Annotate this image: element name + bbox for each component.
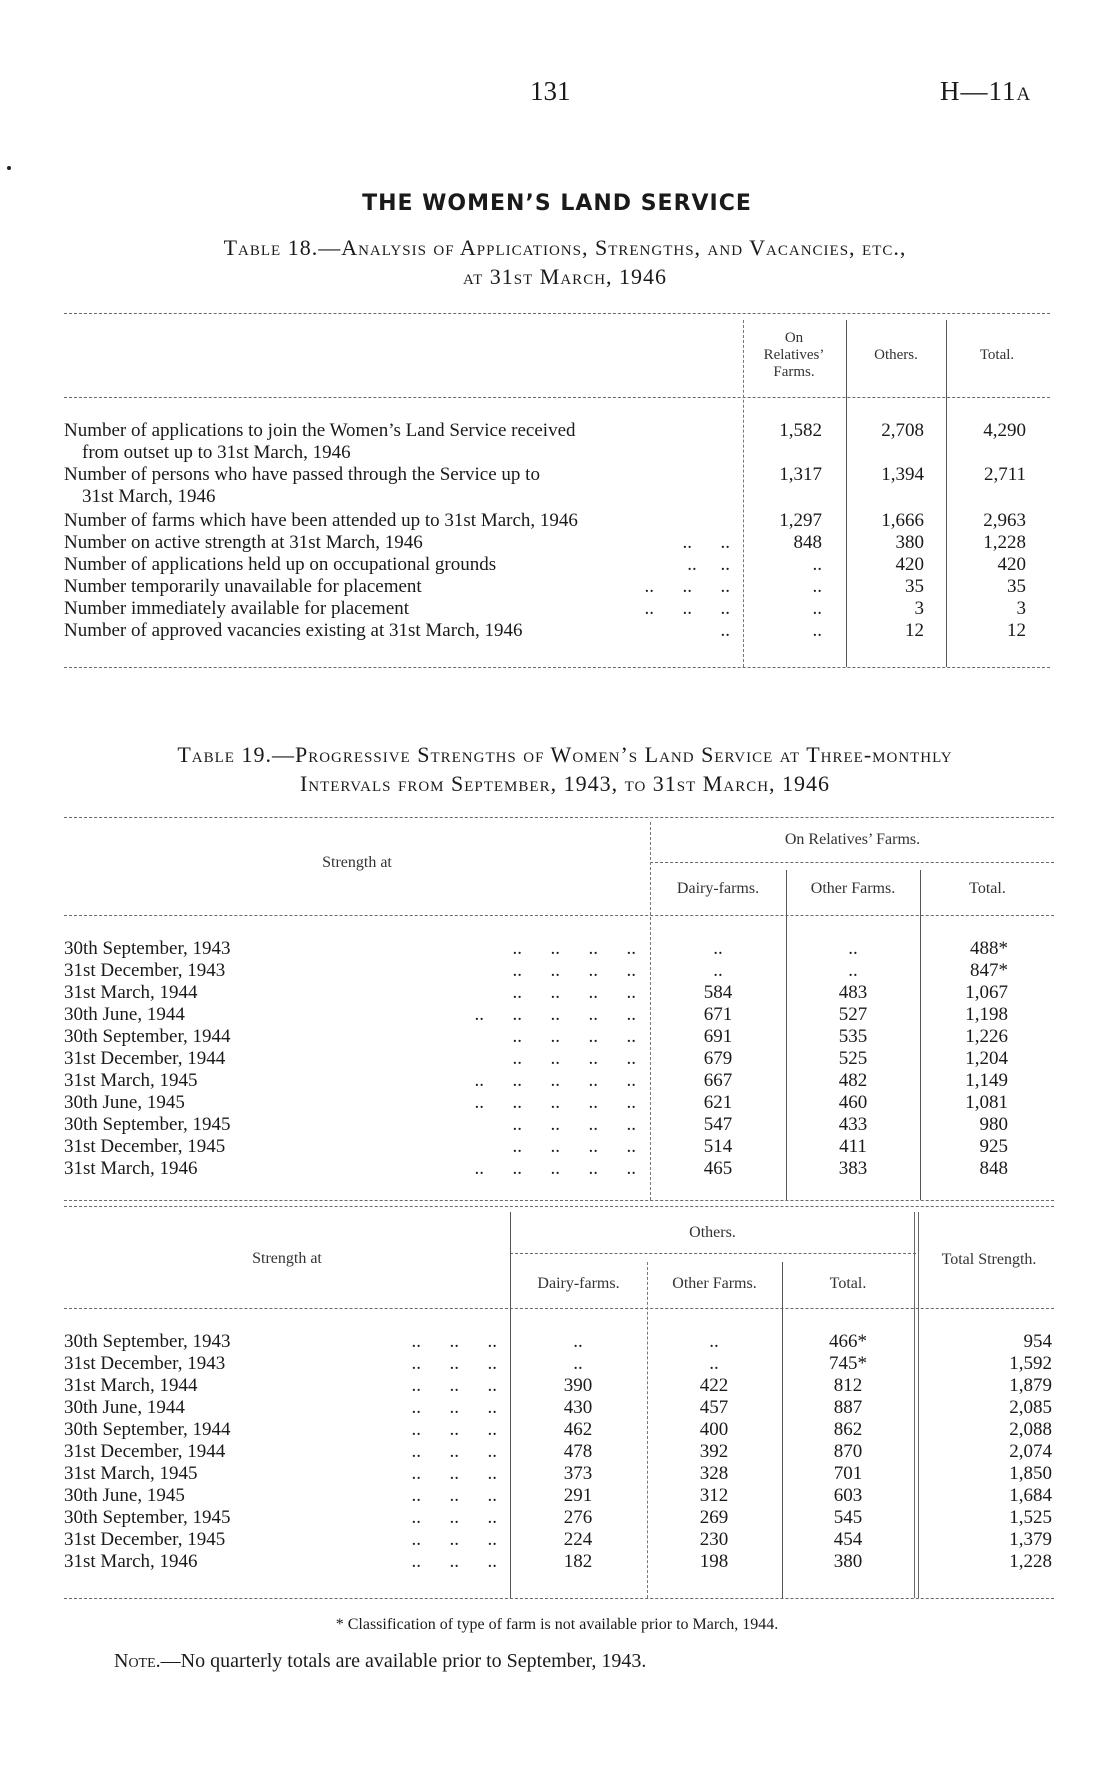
footnote: * Classification of type of farm is not available prior to March, 1944. (335, 1616, 779, 1633)
table-19a-row-label: 31st March, 1944 (64, 982, 198, 1003)
header-line: Relatives’ (763, 347, 825, 363)
table-18-cell: 2,963 (983, 510, 1026, 531)
table-19a-row-leader-dots: .. .. .. .. .. (474, 1004, 636, 1025)
table-19b-cell: .. (573, 1353, 583, 1374)
table-19a-row-leader-dots: .. .. .. .. .. (474, 1158, 636, 1179)
table-19b-header-total-strength: Total Strength. (941, 1251, 1037, 1268)
table-18-caption (70, 233, 1060, 291)
table-19b-cell: 312 (699, 1485, 729, 1506)
table-19a-cell: 460 (838, 1092, 868, 1113)
table-19a-cell: 525 (838, 1048, 868, 1069)
table-18-cell: 1,297 (779, 510, 822, 531)
table-19a-row-leader-dots: .. .. .. .. (512, 938, 636, 959)
table-18-cell: 3 (1016, 598, 1026, 619)
table-19b-row-leader-dots: .. .. .. (411, 1419, 497, 1440)
table-19b-row-label: 31st December, 1943 (64, 1353, 226, 1374)
table-19b-cell: 1,592 (1009, 1353, 1052, 1374)
table-19a-row-leader-dots: .. .. .. .. .. (474, 1070, 636, 1091)
table-19b-cell: 870 (833, 1441, 863, 1462)
table-19b-cell: 2,088 (1009, 1419, 1052, 1440)
table-19b-cell: 390 (563, 1375, 593, 1396)
table-19a-cell: 925 (979, 1136, 1008, 1157)
table-18-cell: 420 (997, 554, 1026, 575)
table-18-cell: 35 (1007, 576, 1026, 597)
table-19a-cell: 980 (979, 1114, 1008, 1135)
table-19b-row-label: 31st March, 1944 (64, 1375, 198, 1396)
table-19a-cell: 584 (703, 982, 733, 1003)
table-19a-cell: 671 (703, 1004, 733, 1025)
table-18-cell: 2,708 (881, 420, 924, 441)
table-19a-row-leader-dots: .. .. .. .. (512, 1026, 636, 1047)
table-19b-row-label: 30th June, 1945 (64, 1485, 185, 1506)
table-19b-cell: 400 (699, 1419, 729, 1440)
table-19b-cell: 1,525 (1009, 1507, 1052, 1528)
table-19a-cell: 691 (703, 1026, 733, 1047)
table-19a-row-label: 30th June, 1945 (64, 1092, 185, 1113)
table-18-cell: 12 (1007, 620, 1026, 641)
table-19b-header-other-farms: Other Farms. (672, 1275, 757, 1292)
table-19b-group-rule (510, 1253, 916, 1254)
table-19a-row-label: 31st March, 1945 (64, 1070, 198, 1091)
table-19a-row-leader-dots: .. .. .. .. .. (474, 1092, 636, 1113)
table-19b-divider-1 (510, 1212, 511, 1598)
table-19a-divider-3 (920, 870, 921, 1200)
table-18-cell: 1,317 (779, 464, 822, 485)
table-19a-cell: .. (713, 938, 723, 959)
table-18-cell: 420 (895, 554, 924, 575)
table-19b-cell: 457 (699, 1397, 729, 1418)
table-18-row-leader-dots: .. .. .. (644, 576, 730, 597)
table-19b-cell: 478 (563, 1441, 593, 1462)
table-19b-stub-header: Strength at (252, 1250, 322, 1267)
table-18-bottom-rule (64, 667, 1050, 668)
table-19a-cell: 1,149 (965, 1070, 1008, 1091)
table-19a-cell: 488* (970, 938, 1008, 959)
table-19b-row-leader-dots: .. .. .. (411, 1375, 497, 1396)
table-19-caption (70, 740, 1060, 798)
table-19b-group-header: Others. (689, 1224, 736, 1241)
table-19a-cell: 1,081 (965, 1092, 1008, 1113)
table-19a-cell: 383 (838, 1158, 868, 1179)
table-19a-cell: 848 (979, 1158, 1008, 1179)
table-19a-cell: 483 (838, 982, 868, 1003)
table-19a-row-label: 30th September, 1944 (64, 1026, 231, 1047)
table-18-row-label: Number temporarily unavailable for placement (64, 576, 422, 597)
table-19a-row-label: 30th September, 1943 (64, 938, 231, 959)
table-19-caption-line-2: Intervals from September, 1943, to 31st March, 1946 (299, 771, 831, 796)
table-19a-cell: .. (713, 960, 723, 981)
table-19b-cell: 230 (699, 1529, 729, 1550)
table-19b-cell: 1,850 (1009, 1463, 1052, 1484)
table-19a-header-dairy: Dairy-farms. (676, 880, 760, 897)
table-18-row-leader-dots: .. .. (687, 554, 730, 575)
table-18-row-label: from outset up to 31st March, 1946 (82, 442, 351, 463)
table-19b-cell: 380 (833, 1551, 863, 1572)
table-19b-row-label: 30th September, 1943 (64, 1331, 231, 1352)
table-19a-divider-2 (786, 870, 787, 1200)
table-19a-row-label: 30th September, 1945 (64, 1114, 231, 1135)
table-19b-cell: 1,879 (1009, 1375, 1052, 1396)
table-18-header-total: Total. (979, 347, 1015, 363)
table-19b-bottom-rule (64, 1598, 1054, 1599)
table-19b-cell: .. (573, 1331, 583, 1352)
table-18-row-label: Number immediately available for placement (64, 598, 410, 619)
table-19a-row-label: 31st December, 1944 (64, 1048, 226, 1069)
table-19a-top-rule (64, 817, 1054, 818)
table-18-cell: 12 (905, 620, 924, 641)
table-19b-row-leader-dots: .. .. .. (411, 1441, 497, 1462)
table-19a-cell: 433 (838, 1114, 868, 1135)
table-18-cell: 848 (793, 532, 822, 553)
table-18-divider-2 (846, 320, 847, 667)
table-19a-cell: 527 (838, 1004, 868, 1025)
table-19a-row-label: 31st December, 1945 (64, 1136, 226, 1157)
table-18-row-label: Number on active strength at 31st March, 1946 (64, 532, 423, 553)
document-reference-suffix: A (1016, 84, 1032, 105)
table-19a-cell: 535 (838, 1026, 868, 1047)
page-number: 131 (530, 76, 571, 106)
table-19b-cell: 812 (833, 1375, 863, 1396)
table-18-cell: 1,666 (881, 510, 924, 531)
table-19b-cell: 954 (1023, 1331, 1052, 1352)
table-19a-stub-header: Strength at (322, 854, 392, 871)
table-19b-row-leader-dots: .. .. .. (411, 1463, 497, 1484)
page-title: THE WOMEN’S LAND SERVICE (362, 191, 752, 216)
table-19b-cell: 454 (833, 1529, 863, 1550)
table-18-divider-3 (946, 320, 947, 667)
table-19b-row-leader-dots: .. .. .. (411, 1353, 497, 1374)
table-19b-cell: 1,379 (1009, 1529, 1052, 1550)
table-19a-row-leader-dots: .. .. .. .. (512, 1114, 636, 1135)
table-19b-cell: 466* (829, 1331, 867, 1352)
table-19a-cell: 482 (838, 1070, 868, 1091)
table-19a-row-label: 31st March, 1946 (64, 1158, 198, 1179)
table-19b-cell: 1,684 (1009, 1485, 1052, 1506)
table-18-row-leader-dots: .. .. (682, 532, 730, 553)
table-19a-cell: 621 (703, 1092, 733, 1113)
table-18-cell: 4,290 (983, 420, 1026, 441)
table-18-caption-line-1: Table 18.—Analysis of Applications, Strengths, and Vacancies, etc., (223, 235, 907, 260)
table-19a-cell: .. (848, 960, 858, 981)
table-19b-cell: 276 (563, 1507, 593, 1528)
table-19b-cell: 291 (563, 1485, 593, 1506)
table-19b-row-label: 31st December, 1944 (64, 1441, 226, 1462)
table-18-header-relatives-farms (744, 330, 844, 381)
table-19a-cell: 1,067 (965, 982, 1008, 1003)
table-18-cell: 1,582 (779, 420, 822, 441)
table-19b-cell: 422 (699, 1375, 729, 1396)
table-19b-cell: 198 (699, 1551, 729, 1572)
table-18-cell: 1,394 (881, 464, 924, 485)
table-19a-header-total: Total. (969, 880, 1006, 897)
table-19b-cell: 328 (699, 1463, 729, 1484)
table-19b-cell: 269 (699, 1507, 729, 1528)
table-18-cell: 35 (905, 576, 924, 597)
table-18-header-rule (64, 397, 1050, 398)
document-reference (940, 76, 1031, 107)
header-line: Farms. (773, 364, 815, 380)
table-19a-group-rule (650, 862, 1054, 863)
table-18-cell: 2,711 (983, 464, 1026, 485)
table-19b-header-rule (64, 1308, 1054, 1309)
table-19b-row-label: 31st March, 1946 (64, 1551, 198, 1572)
table-19a-cell: 847* (970, 960, 1008, 981)
table-19b-divider-3 (782, 1262, 783, 1598)
table-19a-cell: 411 (839, 1136, 867, 1157)
table-18-row-label: Number of applications to join the Women’s Land Service received (64, 420, 576, 441)
table-18-cell: 1,228 (983, 532, 1026, 553)
table-19b-cell: 887 (833, 1397, 863, 1418)
table-19a-group-header: On Relatives’ Farms. (784, 831, 921, 848)
table-19a-row-leader-dots: .. .. .. .. (512, 1048, 636, 1069)
table-18-row-label: 31st March, 1946 (82, 486, 216, 507)
table-19b-row-leader-dots: .. .. .. (411, 1485, 497, 1506)
table-19b-row-label: 31st December, 1945 (64, 1529, 226, 1550)
table-18-cell: .. (812, 598, 822, 619)
table-19a-divider-1 (650, 822, 651, 1200)
table-19b-cell: 430 (563, 1397, 593, 1418)
table-19b-row-label: 30th September, 1945 (64, 1507, 231, 1528)
table-18-top-rule (64, 313, 1050, 314)
table-19b-top-rule (64, 1206, 1054, 1207)
table-19b-row-label: 30th September, 1944 (64, 1419, 231, 1440)
header-line: On (784, 330, 804, 346)
table-19b-row-label: 30th June, 1944 (64, 1397, 185, 1418)
table-19b-cell: 392 (699, 1441, 729, 1462)
table-19b-cell: 224 (563, 1529, 593, 1550)
table-19a-bottom-rule (64, 1200, 1054, 1201)
table-18-row-label: Number of persons who have passed through the Service up to (64, 464, 540, 485)
table-19b-double-divider (914, 1212, 919, 1598)
table-19b-header-dairy: Dairy-farms. (537, 1275, 620, 1292)
table-19b-row-leader-dots: .. .. .. (411, 1397, 497, 1418)
table-18-row-label: Number of approved vacancies existing at 31st March, 1946 (64, 620, 523, 641)
table-19b-row-leader-dots: .. .. .. (411, 1529, 497, 1550)
table-19a-header-rule (64, 915, 1054, 916)
table-19b-cell: 745* (829, 1353, 867, 1374)
table-19b-cell: 2,074 (1009, 1441, 1052, 1462)
table-19b-cell: 182 (563, 1551, 593, 1572)
table-19a-row-leader-dots: .. .. .. .. (512, 982, 636, 1003)
table-19a-cell: 1,198 (965, 1004, 1008, 1025)
table-19-caption-line-1: Table 19.—Progressive Strengths of Women’s Land Service at Three-monthly (177, 742, 953, 767)
note (114, 1650, 646, 1673)
table-18-cell: 3 (914, 598, 924, 619)
table-19b-cell: 1,228 (1009, 1551, 1052, 1572)
table-19a-row-label: 30th June, 1944 (64, 1004, 185, 1025)
table-18-header-others: Others. (874, 347, 918, 363)
table-19b-divider-2 (647, 1262, 648, 1598)
table-19a-header-other-farms: Other Farms. (810, 880, 896, 897)
table-19b-cell: .. (709, 1353, 719, 1374)
table-19b-row-label: 31st March, 1945 (64, 1463, 198, 1484)
table-18-row-label: Number of farms which have been attended up to 31st March, 1946 (64, 510, 578, 531)
table-19a-cell: 1,226 (965, 1026, 1008, 1047)
table-18-cell: .. (812, 554, 822, 575)
table-19a-cell: 679 (703, 1048, 733, 1069)
table-19a-cell: 547 (703, 1114, 733, 1135)
note-text: —No quarterly totals are available prior to September, 1943. (160, 1650, 647, 1672)
table-19b-row-leader-dots: .. .. .. (411, 1507, 497, 1528)
table-19b-row-leader-dots: .. .. .. (411, 1331, 497, 1352)
table-19a-cell: .. (848, 938, 858, 959)
note-lead: Note. (114, 1650, 161, 1672)
table-19a-cell: 667 (703, 1070, 733, 1091)
table-19a-cell: 465 (703, 1158, 733, 1179)
table-19a-cell: 514 (703, 1136, 733, 1157)
table-19a-row-leader-dots: .. .. .. .. (512, 960, 636, 981)
table-18-cell: .. (812, 620, 822, 641)
table-18-caption-line-2: at 31st March, 1946 (462, 264, 668, 289)
table-19b-cell: 2,085 (1009, 1397, 1052, 1418)
table-19b-row-leader-dots: .. .. .. (411, 1551, 497, 1572)
print-speck (7, 166, 11, 170)
table-19b-cell: 862 (833, 1419, 863, 1440)
table-19b-cell: 545 (833, 1507, 863, 1528)
table-19a-row-label: 31st December, 1943 (64, 960, 226, 981)
table-19a-cell: 1,204 (965, 1048, 1008, 1069)
table-18-cell: 380 (895, 532, 924, 553)
table-19b-cell: 373 (563, 1463, 593, 1484)
table-19b-header-total: Total. (829, 1275, 867, 1292)
table-19b-cell: 462 (563, 1419, 593, 1440)
document-reference-main: H—11 (940, 76, 1017, 106)
table-18-row-label: Number of applications held up on occupational grounds (64, 554, 497, 575)
table-18-row-leader-dots: .. (720, 620, 730, 641)
table-18-cell: .. (812, 576, 822, 597)
table-19a-row-leader-dots: .. .. .. .. (512, 1136, 636, 1157)
table-19b-cell: 603 (833, 1485, 863, 1506)
table-19b-cell: 701 (833, 1463, 863, 1484)
table-18-row-leader-dots: .. .. .. (644, 598, 730, 619)
table-19b-cell: .. (709, 1331, 719, 1352)
